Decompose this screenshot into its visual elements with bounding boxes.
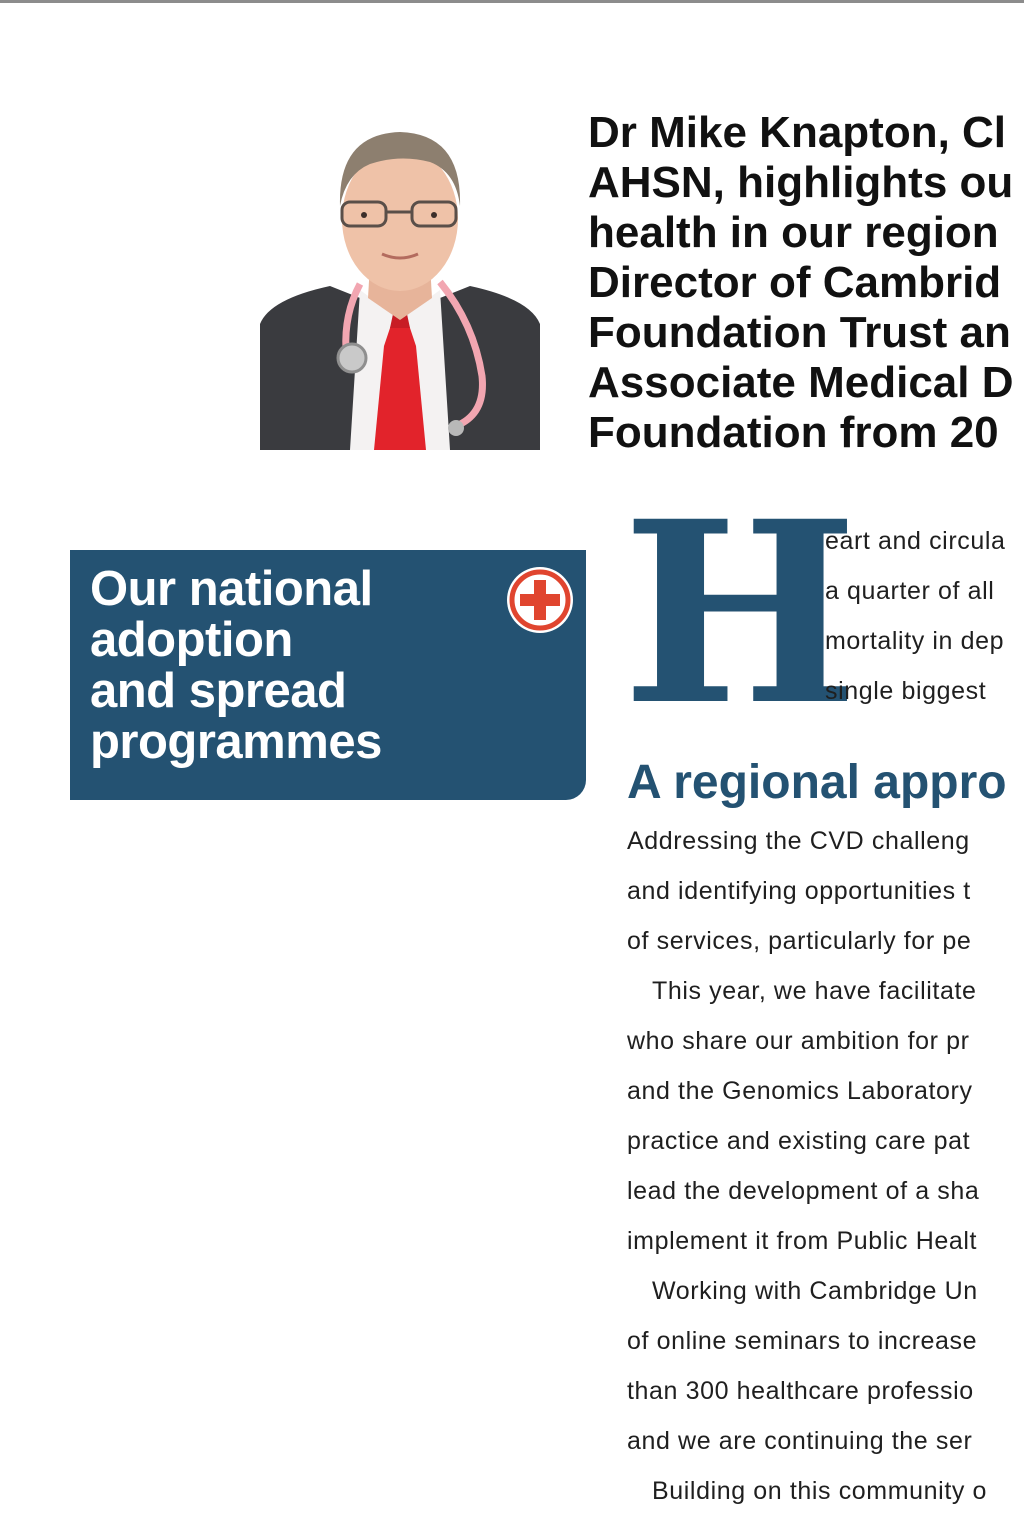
- panel-title-line: adoption: [90, 613, 293, 667]
- intro-line: AHSN, highlights ou: [588, 158, 1014, 207]
- article-body: [627, 816, 1024, 1516]
- panel-title: [90, 564, 382, 768]
- panel-title-line: Our national: [90, 562, 373, 616]
- intro-line: Director of Cambrid: [588, 258, 1002, 307]
- paragraph-line: practice and existing care pat: [627, 1127, 971, 1155]
- panel-title-line: and spread: [90, 664, 347, 718]
- portrait-photo: [260, 114, 540, 450]
- paragraph-line: and we are continuing the ser: [627, 1427, 973, 1455]
- paragraph-line: who share our ambition for pr: [627, 1027, 970, 1055]
- paragraph-line: and identifying opportunities t: [627, 877, 971, 905]
- top-rule: [0, 0, 1024, 3]
- paragraph-line: and the Genomics Laboratory: [627, 1077, 973, 1105]
- paragraph-line: mortality in dep: [825, 627, 1005, 655]
- paragraph-line: a quarter of all: [825, 577, 995, 605]
- paragraph-line: lead the development of a sha: [627, 1177, 980, 1205]
- paragraph-line: eart and circula: [825, 527, 1006, 555]
- paragraph-line: than 300 healthcare professio: [627, 1377, 974, 1405]
- intro-heading: [588, 108, 1024, 458]
- paragraph-line: of services, particularly for pe: [627, 927, 972, 955]
- plus-cross-icon: [504, 564, 576, 636]
- intro-line: Foundation from 20: [588, 408, 999, 457]
- intro-line: health in our region: [588, 208, 999, 257]
- paragraph-line: Working with Cambridge Un: [652, 1277, 978, 1305]
- intro-line: Associate Medical D: [588, 358, 1014, 407]
- dropcap-paragraph: [825, 516, 1024, 716]
- paragraph-line: single biggest: [825, 677, 987, 705]
- intro-line: Dr Mike Knapton, Cl: [588, 108, 1007, 157]
- intro-line: Foundation Trust an: [588, 308, 1011, 357]
- drop-cap: H: [622, 466, 859, 760]
- paragraph-line: Addressing the CVD challeng: [627, 827, 970, 855]
- programmes-panel: [70, 550, 586, 800]
- paragraph-line: of online seminars to increase: [627, 1327, 978, 1355]
- paragraph-line: implement it from Public Healt: [627, 1227, 978, 1255]
- paragraph-line: Building on this community o: [652, 1477, 988, 1505]
- paragraph-line: This year, we have facilitate: [652, 977, 977, 1005]
- section-heading: A regional appro: [627, 756, 1007, 809]
- panel-title-line: programmes: [90, 715, 382, 769]
